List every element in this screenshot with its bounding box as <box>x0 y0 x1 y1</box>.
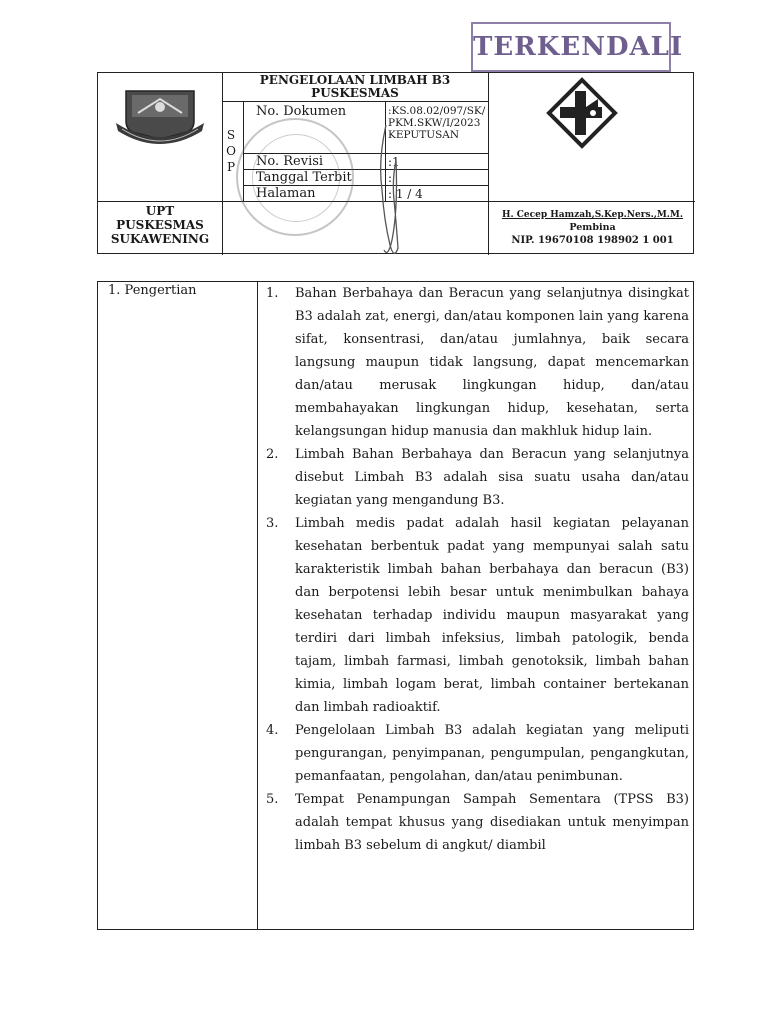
list-item <box>266 719 689 788</box>
value-tanggal-terbit: : <box>388 171 393 185</box>
sop-letter-o: O <box>226 144 236 158</box>
item-number: 3. <box>266 516 279 531</box>
terkendali-stamp: TERKENDALI <box>471 22 671 72</box>
list-item <box>266 443 689 512</box>
item-text: Limbah Bahan Berbahaya dan Beracun yang selanjutnya disebut Limbah B3 adalah sisa suatu usaha dan/atau kegiatan yang mengandung B3. <box>295 447 689 508</box>
institution-line-1: UPT <box>145 204 175 218</box>
item-text: Bahan Berbahaya dan Beracun yang selanjutnya disingkat B3 adalah zat, energi, dan/atau komponen lain yang karena sifat, konsentrasi, dan/atau jumlahnya, baik secara langsung maupun tidak langsung, dapat mencemarkan dan/atau merusak lingkungan hidup, dan/atau membahayakan lingkungan hidup, kesehatan, serta kelangsungan hidup manusia dan makhluk hidup lain. <box>295 286 689 439</box>
item-number: 4. <box>266 723 279 738</box>
institution-line-2: PUSKESMAS <box>116 218 204 232</box>
list-item <box>266 788 689 857</box>
sop-letter-s: S <box>226 128 236 142</box>
puskesmas-logo <box>546 77 618 149</box>
sop-letter-p: P <box>226 160 236 174</box>
item-text: Pengelolaan Limbah B3 adalah kegiatan yang meliputi pengurangan, penyimpanan, pengumpulan, pengangkutan, pemanfaatan, pengolahan, dan/atau penimbunan. <box>295 723 689 784</box>
item-number: 1. <box>266 286 279 301</box>
label-no-revisi: No. Revisi <box>256 154 324 169</box>
regency-logo <box>98 73 222 201</box>
signatory-name: H. Cecep Hamzah,S.Kep.Ners.,M.M. <box>501 210 684 220</box>
signatory-rank: Pembina <box>569 222 616 233</box>
list-item <box>266 282 689 443</box>
section-title: 1. Pengertian <box>108 283 197 298</box>
institution-name <box>98 204 222 246</box>
definition-list <box>258 282 695 857</box>
value-no-revisi: :1 <box>388 155 400 169</box>
label-halaman: Halaman <box>256 186 316 201</box>
item-number: 5. <box>266 792 279 807</box>
list-item <box>266 512 689 719</box>
value-halaman: : 1 / 4 <box>388 187 423 201</box>
institution-line-3: SUKAWENING <box>110 232 210 246</box>
signatory-nip: NIP. 19670108 198902 1 001 <box>511 235 674 246</box>
value-no-dokumen: :KS.08.02/097/SK/PKM.SKW/I/2023KEPUTUSAN <box>388 105 486 141</box>
item-text: Tempat Penampungan Sampah Sementara (TPSS B3) adalah tempat khusus yang disediakan untuk menyimpan limbah B3 sebelum di angkut/ diambil <box>295 792 689 853</box>
content-table <box>97 281 694 930</box>
official-stamp <box>236 118 354 236</box>
label-no-dokumen: No. Dokumen <box>256 104 347 119</box>
sop-label <box>226 127 236 175</box>
document-title <box>222 73 488 101</box>
title-line-2: PUSKESMAS <box>311 86 399 100</box>
title-line-1: PENGELOLAAN LIMBAH B3 <box>259 73 451 87</box>
label-tanggal-terbit: Tanggal Terbit <box>256 170 352 185</box>
signature-scribble <box>368 120 418 265</box>
item-text: Limbah medis padat adalah hasil kegiatan pelayanan kesehatan berbentuk padat yang mempunyai salah satu karakteristik limbah bahan berbahaya dan beracun (B3) dan berpotensi lebih besar untuk menimbulkan bahaya kesehatan terhadap individu maupun masyarakat yang terdiri dari limbah infeksius, limbah patologik, benda tajam, limbah farmasi, limbah genotoksik, limbah bahan kimia, limbah logam berat, limbah container bertekanan dan limbah radioaktif. <box>295 516 689 715</box>
item-number: 2. <box>266 447 279 462</box>
